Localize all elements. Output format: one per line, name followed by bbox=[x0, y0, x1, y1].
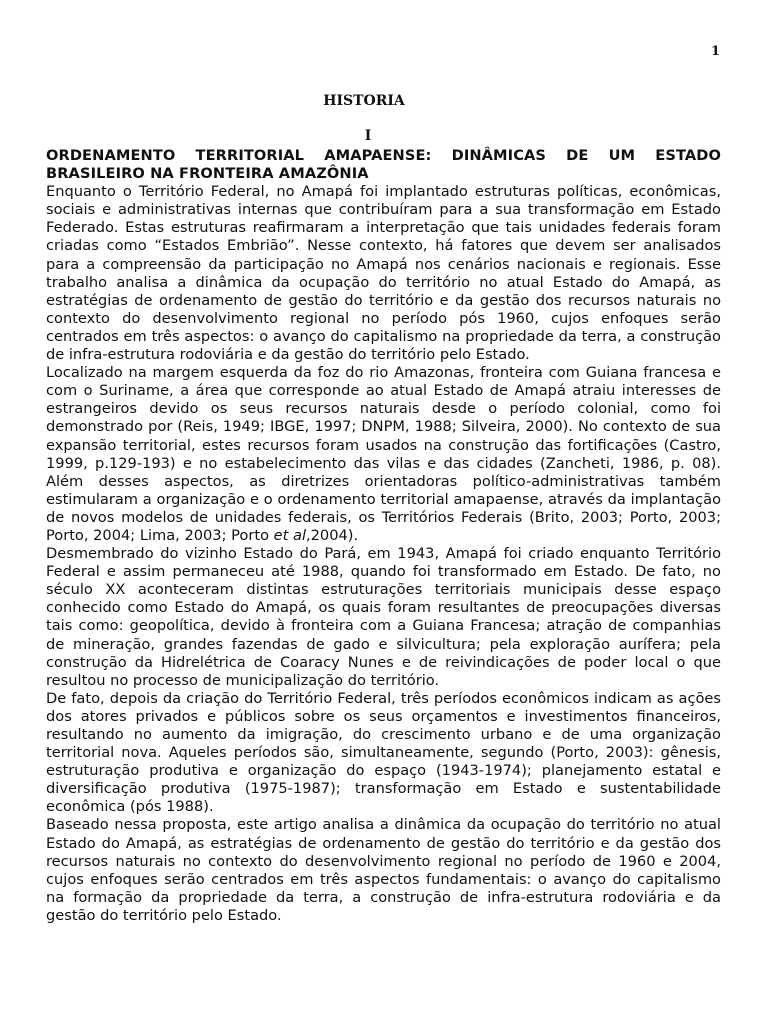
article-title: ORDENAMENTO TERRITORIAL AMAPAENSE: DINÂMICAS DE UM ESTADO BRASILEIRO NA FRONTEIRA AMAZÔNIA bbox=[46, 147, 721, 183]
paragraph-5: Baseado nessa proposta, este artigo analisa a dinâmica da ocupação do território no atual Estado do Amapá, as estratégias de ordenamento de gestão do território e da gestão dos recursos naturais no contexto do desenvolvimento regional no período de 1960 e 2004, cujos enfoques serão centrados em três aspectos fundamentais: o avanço do capitalismo na formação da propriedade da terra, a construção de infra-estrutura rodoviária e da gestão do território pelo Estado. bbox=[46, 816, 721, 924]
paragraph-1: Enquanto o Território Federal, no Amapá foi implantado estruturas políticas, econômicas, sociais e administrativas internas que contribuíram para a sua transformação em Estado Federado. Estas estruturas reafirmaram a interpretação que tais unidades federais foram criadas como “Estados Embrião”. Nesse contexto, há fatores que devem ser analisados para a compreensão da participação no Amapá nos cenários nacionais e regionais. Esse trabalho analisa a dinâmica da ocupação do território no atual Estado do Amapá, as estratégias de ordenamento de gestão do território e da gestão dos recursos naturais no contexto do desenvolvimento regional no período pós 1960, cujos enfoques serão centrados em três aspectos: o avanço do capitalismo na propriedade da terra, a construção de infra-estrutura rodoviária e da gestão do território pelo Estado. bbox=[46, 183, 721, 364]
chapter-numeral: I bbox=[364, 128, 372, 144]
paragraph-2 bbox=[46, 364, 721, 545]
article-body bbox=[46, 147, 721, 925]
paragraph-2-end: ,2004). bbox=[306, 526, 359, 544]
paragraph-3: Desmembrado do vizinho Estado do Pará, em 1943, Amapá foi criado enquanto Território Federal e assim permaneceu até 1988, quando foi transformado em Estado. De fato, no século XX aconteceram distintas estruturações territoriais municipais desse espaço conhecido como Estado do Amapá, os quais foram resultantes de preocupações diversas tais como: geopolítica, devido à fronteira com a Guiana Francesa; atração de companhias de mineração, grandes fazendas de gado e silvicultura; pela exploração aurífera; pela construção da Hidrelétrica de Coaracy Nunes e de reivindicações de poder local o que resultou no processo de municipalização do território. bbox=[46, 545, 721, 689]
paragraph-2-italic: et al bbox=[273, 526, 306, 544]
page-number: 1 bbox=[710, 44, 720, 59]
paragraph-4: De fato, depois da criação do Território Federal, três períodos econômicos indicam as ações dos atores privados e públicos sobre os seus orçamentos e investimentos financeiros, resultando no aumento da imigração, do crescimento urbano e de uma organização territorial nova. Aqueles períodos são, simultaneamente, segundo (Porto, 2003): gênesis, estruturação produtiva e organização do espaço (1943-1974); planejamento estatal e diversificação produtiva (1975-1987); transformação em Estado e sustentabilidade econômica (pós 1988). bbox=[46, 689, 721, 816]
section-heading: HISTORIA bbox=[323, 93, 405, 109]
paragraph-2-main: Localizado na margem esquerda da foz do rio Amazonas, fronteira com Guiana francesa e com o Suriname, a área que corresponde ao atual Estado de Amapá atraiu interesses de estrangeiros devido os seus recursos naturais desde o período colonial, como foi demonstrado por (Reis, 1949; IBGE, 1997; DNPM, 1988; Silveira, 2000). No contexto de sua expansão territorial, estes recursos foram usados na construção das fortificações (Castro, 1999, p.129-193) e no estabelecimento das vilas e das cidades (Zancheti, 1986, p. 08). Além desses aspectos, as diretrizes orientadoras político-administrativas também estimularam a organização e o ordenamento territorial amapaense, através da implantação de novos modelos de unidades federais, os Territórios Federais (Brito, 2003; Porto, 2003; Porto, 2004; Lima, 2003; Porto bbox=[46, 364, 721, 544]
